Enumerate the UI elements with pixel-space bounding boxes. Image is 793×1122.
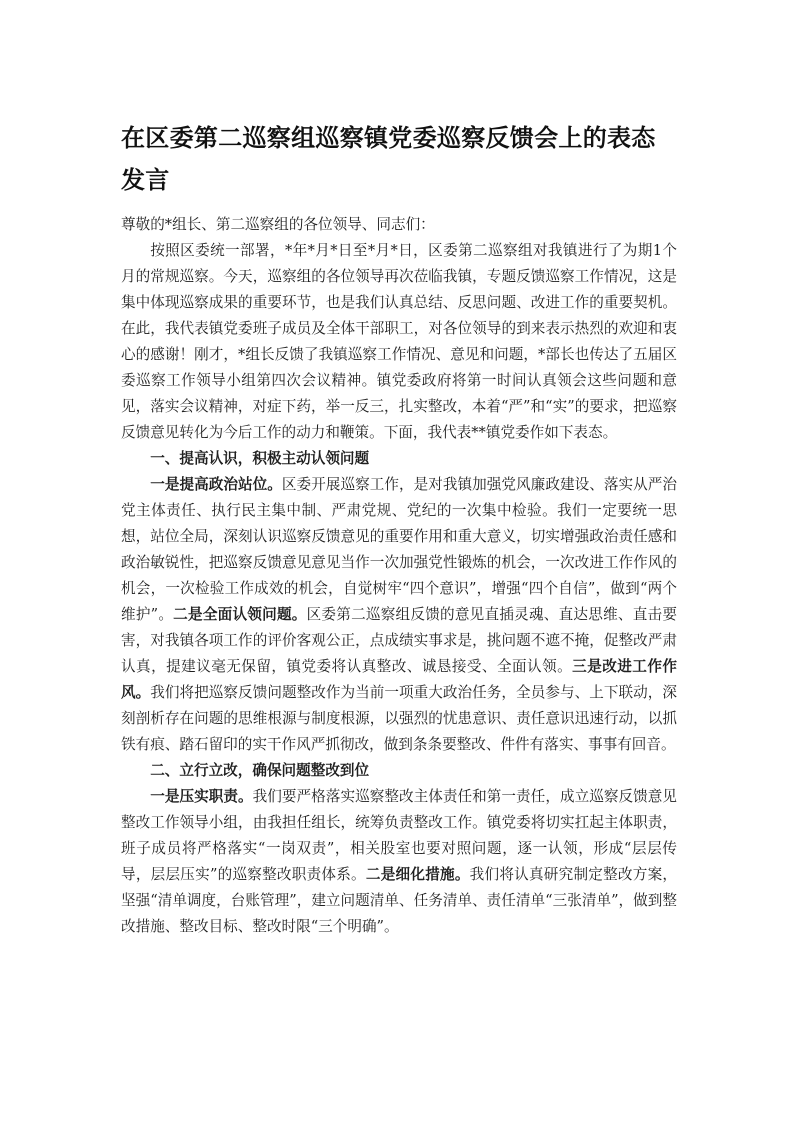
section-1-lead-2: 二是全面认领问题。 — [173, 606, 307, 623]
section-1-lead-1: 一是提高政治站位。 — [150, 476, 282, 493]
document-title: 在区委第二巡察组巡察镇党委巡察反馈会上的表态发言 — [121, 124, 656, 194]
section-1-text-2: 区委第二巡察组反馈的意见直插灵魂、直达思维、直击要害，对我镇各项工作的评价客观公正，点成绩实事求是，挑问题不遮不掩，促整改严肃认真，提建议毫无保留，镇党委将认真整改、诚恳接受、全面认领。 — [121, 606, 677, 675]
section-1-text-1: 区委开展巡察工作，是对我镇加强党风廉政建设、落实从严治党主体责任、执行民主集中制、严肃党规、党纪的一次集中检验。我们一定要统一思想，站位全局，深刻认识巡察反馈意见的重要作用和重大意义，切实增强政治责任感和政治敏锐性，把巡察反馈意见意见当作一次加强党性锻炼的机会，一次改进工作作风的机会，一次检验工作成效的机会，自觉树牢“四个意识”，增强“四个自信”，做到“两个维护”。 — [121, 476, 677, 623]
document-body — [121, 212, 677, 940]
section-1-text-3: 我们将把巡察反馈问题整改作为当前一项重大政治任务，全员参与、上下联动，深刻剖析存在问题的思维根源与制度根源，以强烈的忧患意识、责任意识迅速行动，以抓铁有痕、踏石留印的实干作风严抓彻改，做到条条要整改、件件有落实、事事有回音。 — [121, 684, 677, 753]
section-2-lead-1: 一是压实职责。 — [150, 788, 253, 805]
section-1-heading: 一、提高认识，积极主动认领问题 — [150, 450, 370, 467]
section-2-paragraph — [121, 784, 677, 940]
section-2-heading: 二、立行立改，确保问题整改到位 — [150, 762, 370, 779]
section-2-text-2: 我们将认真研究制定整改方案，坚强“清单调度，台账管理”，建立问题清单、任务清单、责任清单“三张清单”，做到整改措施、整改目标、整改时限“三个明确”。 — [121, 866, 677, 935]
salutation: 尊敬的*组长、第二巡察组的各位领导、同志们： — [121, 216, 435, 233]
section-1-lead-3: 三是改进工作作风。 — [121, 658, 677, 701]
intro-paragraph: 按照区委统一部署，*年*月*日至*月*日，区委第二巡察组对我镇进行了为期1个月的常规巡察。今天，巡察组的各位领导再次莅临我镇，专题反馈巡察工作情况，这是集中体现巡察成果的重要环节，也是我们认真总结、反思问题、改进工作的重要契机。在此，我代表镇党委班子成员及全体干部职工，对各位领导的到来表示热烈的欢迎和衷心的感谢！刚才，*组长反馈了我镇巡察工作情况、意见和问题，*部长也传达了五届区委巡察工作领导小组第四次会议精神。镇党委政府将第一时间认真领会这些问题和意见，落实会议精神，对症下药，举一反三，扎实整改，本着“严”和“实”的要求，把巡察反馈意见转化为今后工作的动力和鞭策。下面，我代表**镇党委作如下表态。 — [121, 242, 677, 441]
section-2-lead-2: 二是细化措施。 — [365, 866, 470, 883]
section-1-paragraph — [121, 472, 677, 758]
section-2-text-1: 我们要严格落实巡察整改主体责任和第一责任，成立巡察反馈意见整改工作领导小组，由我担任组长，统筹负责整改工作。镇党委将切实扛起主体职责，班子成员将严格落实“一岗双责”，相关股室也要对照问题，逐一认领，形成“层层传导，层层压实”的巡察整改职责体系。 — [121, 788, 677, 883]
